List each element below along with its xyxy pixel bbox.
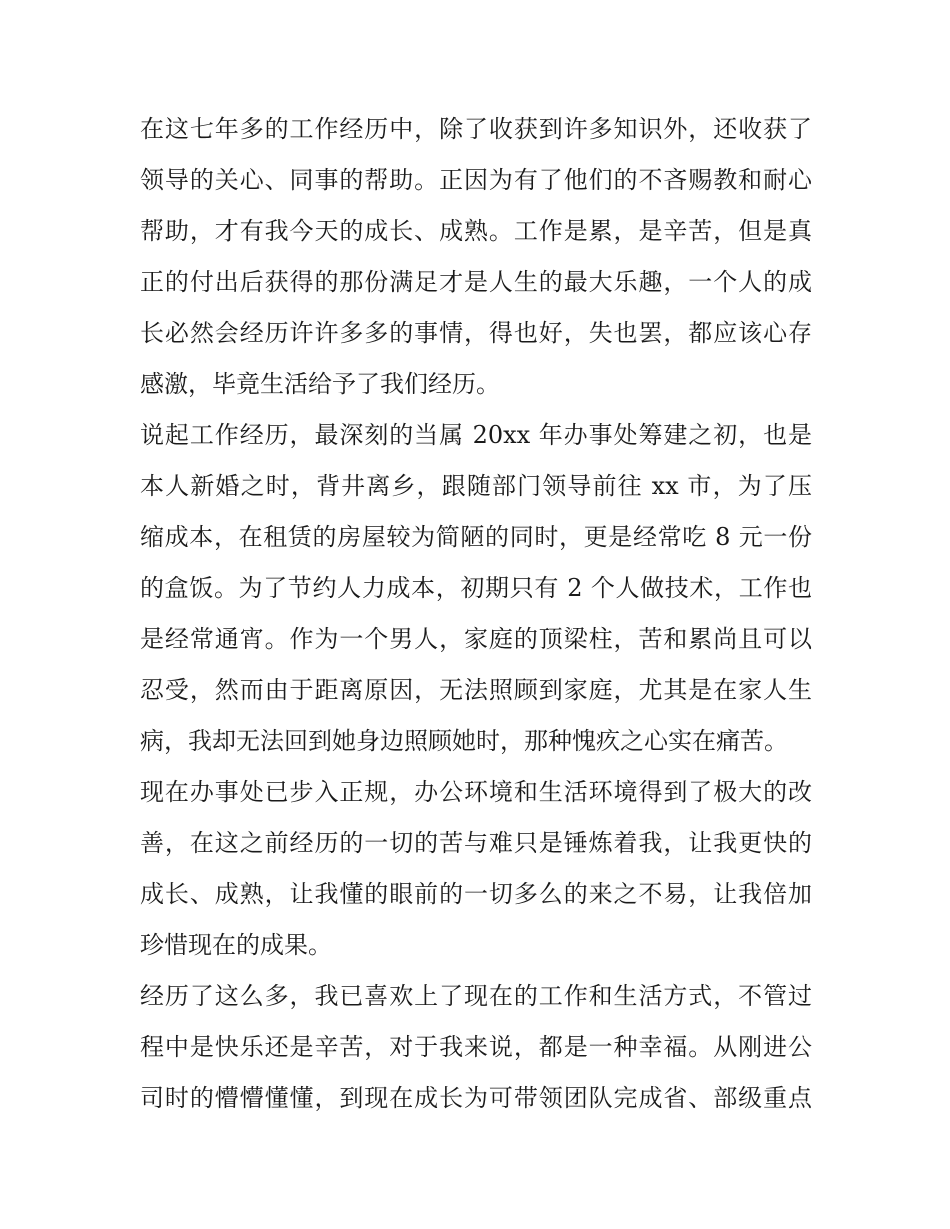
text-line: 珍惜现在的成果。: [140, 931, 332, 959]
text-line: 经历了这么多，我已喜欢上了现在的工作和生活方式，不管过: [140, 982, 812, 1010]
text-line: 成长、成熟，让我懂的眼前的一切多么的来之不易，让我倍加: [140, 880, 812, 908]
text-line: 善，在这之前经历的一切的苦与难只是锤炼着我，让我更快的: [140, 829, 812, 857]
paragraph: [140, 971, 812, 1124]
text-line: 程中是快乐还是辛苦，对于我来说，都是一种幸福。从刚进公: [140, 1033, 812, 1061]
text-line: 正的付出后获得的那份满足才是人生的最大乐趣，一个人的成: [140, 268, 812, 296]
text-line: 现在办事处已步入正规，办公环境和生活环境得到了极大的改: [140, 778, 812, 806]
text-line: 病，我却无法回到她身边照顾她时，那种愧疚之心实在痛苦。: [140, 727, 788, 755]
paragraph: [140, 767, 812, 971]
text-line: 在这七年多的工作经历中，除了收获到许多知识外，还收获了: [140, 115, 812, 143]
text-line: 说起工作经历，最深刻的当属 20xx 年办事处筹建之初，也是: [140, 421, 812, 449]
paragraph: [140, 410, 812, 767]
text-line: 司时的懵懵懂懂，到现在成长为可带领团队完成省、部级重点: [140, 1084, 812, 1112]
text-line: 帮助，才有我今天的成长、成熟。工作是累，是辛苦，但是真: [140, 217, 812, 245]
text-line: 长必然会经历许许多多的事情，得也好，失也罢，都应该心存: [140, 319, 812, 347]
document-body: [140, 104, 812, 1124]
text-line: 缩成本，在租赁的房屋较为简陋的同时，更是经常吃 8 元一份: [140, 523, 812, 551]
text-line: 领导的关心、同事的帮助。正因为有了他们的不吝赐教和耐心: [140, 166, 812, 194]
text-line: 的盒饭。为了节约人力成本，初期只有 2 个人做技术，工作也: [140, 574, 812, 602]
paragraph: [140, 104, 812, 410]
text-line: 忍受，然而由于距离原因，无法照顾到家庭，尤其是在家人生: [140, 676, 812, 704]
text-line: 是经常通宵。作为一个男人，家庭的顶梁柱，苦和累尚且可以: [140, 625, 812, 653]
text-line: 本人新婚之时，背井离乡，跟随部门领导前往 xx 市，为了压: [140, 472, 812, 500]
text-line: 感激，毕竟生活给予了我们经历。: [140, 370, 500, 398]
